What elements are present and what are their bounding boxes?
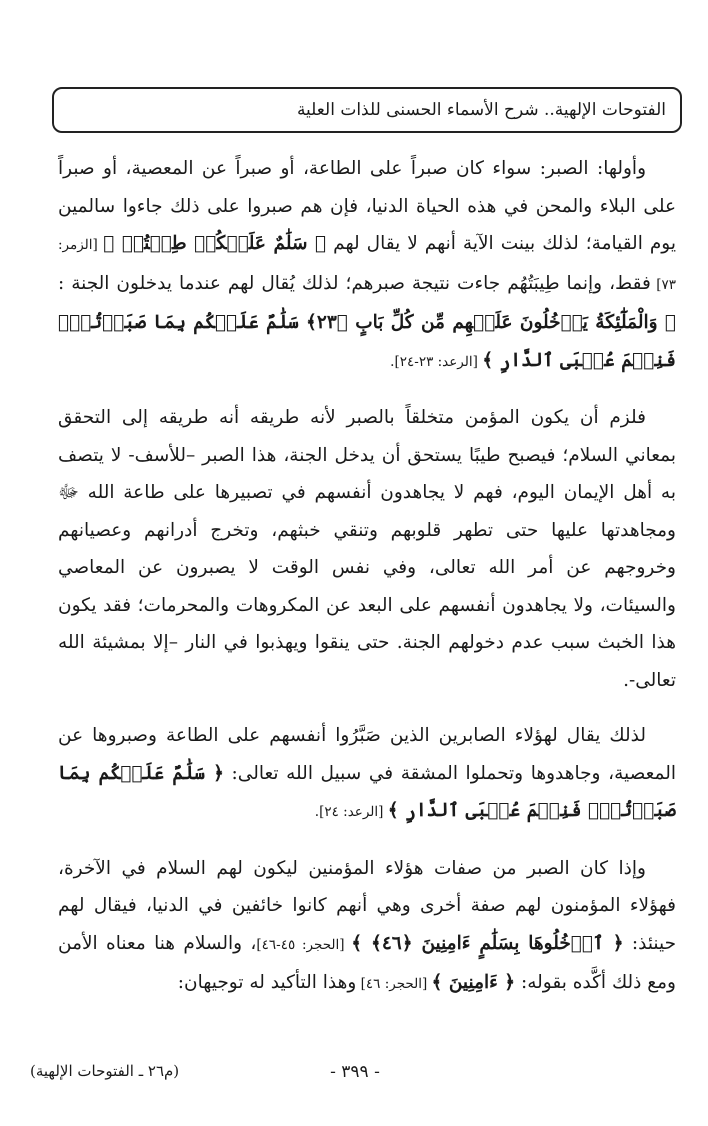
verse-reference: [الرعد: ٢٣-٢٤]. (390, 353, 483, 370)
body-text (58, 150, 676, 1022)
paragraph-text: وإذا كان الصبر من صفات هؤلاء المؤمنين ليكون لهم السلام في الآخرة، فهؤلاء المؤمنون لهم صفة أخرى وهي أنهم كانوا خائفين في الدنيا، فيقال لهم حينئذ: (58, 857, 677, 954)
verse-reference: [الزمر: ٧٣] (58, 237, 676, 293)
page-footer (0, 1062, 708, 1092)
page-number: - ٣٩٩ - (330, 1062, 380, 1082)
footer-signature-note: (م٢٦ ـ الفتوحات الإلهية) (30, 1062, 180, 1080)
running-header (52, 87, 682, 133)
verse-reference: [الرعد: ٢٤]. (314, 804, 388, 820)
quran-verse: ﴿ سَلَٰمٌ عَلَيۡكُم بِمَا صَبَرۡتُمۡۚ فَنِعۡمَ عُقۡبَى ٱلدَّارِ ﴾ (58, 762, 676, 821)
paragraph (58, 717, 676, 832)
paragraph-text: لذلك يقال لهؤلاء الصابرين الذين صَبَّرُوا أنفسهم على الطاعة وصبروها عن المعصية، وجاهدوها وتحملوا المشقة في سبيل الله تعالى: (58, 725, 677, 784)
verse-reference: [الحجر: ٤٦] (356, 976, 432, 992)
paragraph (58, 850, 676, 1004)
quran-verse: ﴿ وَالْمَلَٰٓئِكَةُ يَدۡخُلُونَ عَلَيۡهِم مِّن كُلِّ بَابٍ ﴿٢٣﴾ سَلَٰمٌ عَلَيۡكُم بِمَا صَبَرۡتُمۡۚ فَنِعۡمَ عُقۡبَى ٱلدَّارِ ﴾ (58, 312, 677, 371)
verse-reference: [الحجر: ٤٥-٤٦] (256, 936, 352, 953)
header-title: الفتوحات الإلهية.. شرح الأسماء الحسنى للذات العلية (296, 100, 666, 120)
quran-verse: ﴿ ٱدۡخُلُوهَا بِسَلَٰمٍ ءَامِنِينَ ﴿٤٦﴾ ﴾ (351, 932, 624, 954)
paragraph (58, 150, 676, 381)
paragraph-text: وأولها: الصبر: سواء كان صبراً على الطاعة، أو صبراً عن المعصية، أو صبراً على البلاء والمحن في هذه الحياة الدنيا، فإن هم صبروا على ذلك جاءوا سالمين يوم القيامة؛ لذلك بينت الآية أنهم لا يقال لهم (58, 158, 677, 254)
quran-verse: ﴿ ءَامِنِينَ ﴾ (431, 972, 516, 993)
paragraph (58, 399, 676, 699)
paragraph-text: فلزم أن يكون المؤمن متخلقاً بالصبر لأنه طريقه أنه طريقه إلى التحقق بمعاني السلام؛ فيصبح طيبًا يستحق أن يدخل الجنة، هذا الصبر –للأسف- لا يتصف به أهل الإيمان اليوم، فهم لا يجاهدون أنفسهم في تصبيرها على طاعة الله ﷻ ومجاهدتها عليها حتى تطهر قلوبهم وتنقي خبثهم، وتخرج أدرانهم وعصيانهم وخروجهم عن أمر الله تعالى، وفي نفس الوقت لا يصبرون عن المعاصي والسيئات، ولا يجاهدون أنفسهم على البعد عن المكروهات والمحرمات؛ فقد يكون هذا الخبث سبب عدم دخولهم الجنة. حتى ينقوا ويهذبوا في النار –إلا بمشيئة الله تعالى-. (58, 407, 676, 691)
paragraph-text: ، والسلام هنا معناه الأمن ومع ذلك أكَّده بقوله: (58, 932, 676, 993)
paragraph-text: فقط، وإنما طِيبَتُهُم جاءت نتيجة صبرهم؛ لذلك يُقال لهم عندما يدخلون الجنة : (58, 272, 651, 294)
quran-verse: ﴿ سَلَٰمٌ عَلَيۡكُمۡ طِبۡتُمۡ ﴾ (103, 233, 327, 254)
paragraph-text: وهذا التأكيد له توجيهان: (177, 972, 357, 993)
